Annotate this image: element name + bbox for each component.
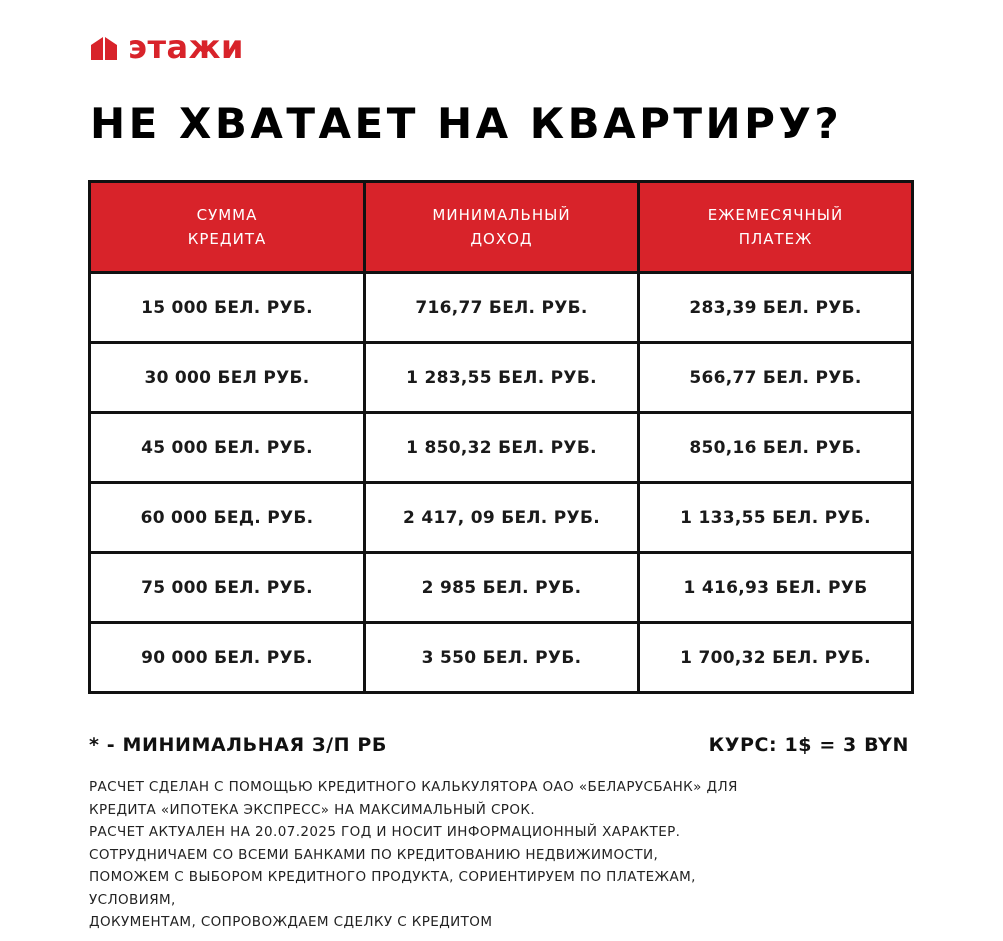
column-header-loan-amount: [90, 182, 365, 273]
loan-amount-cell: 45 000 БЕЛ. РУБ.: [90, 413, 365, 483]
disclaimer-line: ПОМОЖЕМ С ВЫБОРОМ КРЕДИТНОГО ПРОДУКТА, СОРИЕНТИРУЕМ ПО ПЛАТЕЖАМ,: [89, 869, 696, 885]
table-row: [90, 413, 913, 483]
loan-amount-cell: 30 000 БЕЛ РУБ.: [90, 343, 365, 413]
table-row: [90, 553, 913, 623]
column-header-line: МИНИМАЛЬНЫЙ: [432, 206, 571, 224]
building-icon: [89, 34, 119, 60]
loan-amount-cell: 75 000 БЕЛ. РУБ.: [90, 553, 365, 623]
table-row: [90, 623, 913, 693]
page-title: НЕ ХВАТАЕТ НА КВАРТИРУ?: [90, 99, 843, 148]
column-header-line: ЕЖЕМЕСЯЧНЫЙ: [707, 206, 844, 224]
min-income-cell: 2 417, 09 БЕЛ. РУБ.: [365, 483, 639, 553]
min-income-cell: 1 850,32 БЕЛ. РУБ.: [365, 413, 639, 483]
monthly-payment-cell: 1 700,32 БЕЛ. РУБ.: [639, 623, 913, 693]
loan-amount-cell: 15 000 БЕЛ. РУБ.: [90, 273, 365, 343]
column-header-min-income: [365, 182, 639, 273]
monthly-payment-cell: 1 416,93 БЕЛ. РУБ: [639, 553, 913, 623]
monthly-payment-cell: 850,16 БЕЛ. РУБ.: [639, 413, 913, 483]
brand-logo: [89, 30, 244, 64]
monthly-payment-cell: 1 133,55 БЕЛ. РУБ.: [639, 483, 913, 553]
disclaimer-line: СОТРУДНИЧАЕМ СО ВСЕМИ БАНКАМИ ПО КРЕДИТОВАНИЮ НЕДВИЖИМОСТИ,: [89, 846, 659, 863]
column-header-line: СУММА: [196, 206, 258, 224]
table-row: [90, 343, 913, 413]
table-row: [90, 273, 913, 343]
column-header-line: ПЛАТЕЖ: [738, 230, 813, 248]
loan-amount-cell: 90 000 БЕЛ. РУБ.: [90, 623, 365, 693]
min-income-cell: 2 985 БЕЛ. РУБ.: [365, 553, 639, 623]
monthly-payment-cell: 283,39 БЕЛ. РУБ.: [639, 273, 913, 343]
table-header-row: [90, 182, 913, 273]
disclaimer-line: УСЛОВИЯМ,: [89, 891, 176, 908]
column-header-line: ДОХОД: [470, 230, 533, 248]
loan-amount-cell: 60 000 БЕД. РУБ.: [90, 483, 365, 553]
min-income-cell: 1 283,55 БЕЛ. РУБ.: [365, 343, 639, 413]
min-wage-note: * - МИНИМАЛЬНАЯ З/П РБ: [89, 734, 387, 756]
column-header-monthly-payment: [639, 182, 913, 273]
min-income-cell: 3 550 БЕЛ. РУБ.: [365, 623, 639, 693]
disclaimer-line: КРЕДИТА «ИПОТЕКА ЭКСПРЕСС» НА МАКСИМАЛЬНЫЙ СРОК.: [89, 801, 536, 818]
exchange-rate-note: КУРС: 1$ = 3 BYN: [708, 734, 909, 756]
disclaimer-line: РАСЧЕТ АКТУАЛЕН НА 20.07.2025 ГОД И НОСИТ ИНФОРМАЦИОННЫЙ ХАРАКТЕР.: [89, 824, 681, 840]
disclaimer-line: РАСЧЕТ СДЕЛАН С ПОМОЩЬЮ КРЕДИТНОГО КАЛЬКУЛЯТОРА ОАО «БЕЛАРУСБАНК» ДЛЯ: [89, 779, 738, 795]
disclaimer-line: ДОКУМЕНТАМ, СОПРОВОЖДАЕМ СДЕЛКУ С КРЕДИТОМ: [89, 914, 493, 930]
table-row: [90, 483, 913, 553]
brand-name: этажи: [128, 28, 244, 66]
column-header-line: КРЕДИТА: [187, 230, 267, 248]
loan-table: [88, 180, 914, 694]
min-income-cell: 716,77 БЕЛ. РУБ.: [365, 273, 639, 343]
disclaimer-text: [89, 776, 919, 934]
monthly-payment-cell: 566,77 БЕЛ. РУБ.: [639, 343, 913, 413]
